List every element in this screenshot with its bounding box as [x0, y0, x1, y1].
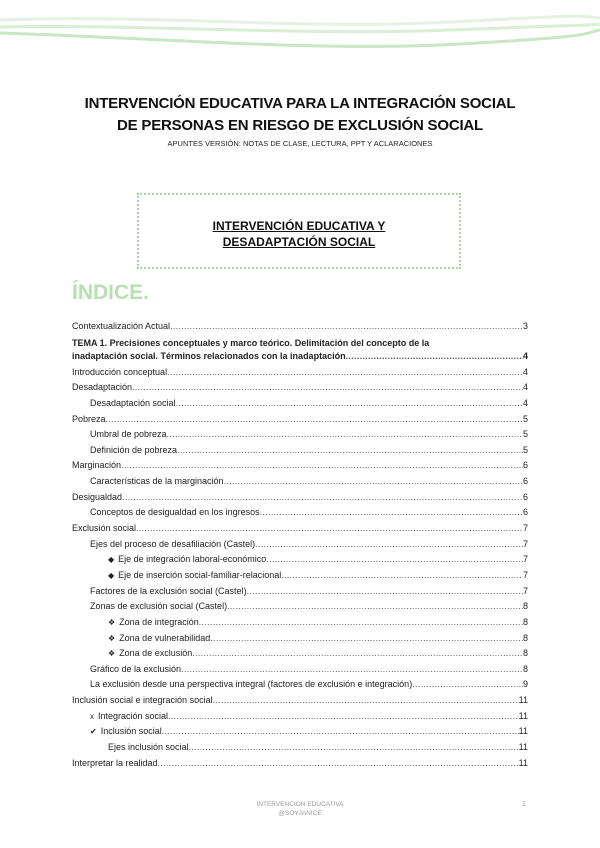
toc-label: Ejes del proceso de desafiliación (Castel): [90, 538, 256, 549]
leader-dots: [192, 646, 523, 662]
bullet-icon: ◆: [108, 555, 115, 565]
toc-label: Zonas de exclusión social (Castel): [90, 601, 228, 612]
footer-author: @SOYJANICE: [278, 810, 322, 817]
toc-page: 5: [522, 444, 528, 455]
leader-dots: [281, 568, 523, 584]
toc-page: 11: [518, 710, 528, 721]
leader-dots: [247, 584, 523, 600]
leader-dots: [132, 380, 523, 396]
toc-page: 5: [522, 429, 528, 440]
toc-label: Desadaptación social: [90, 397, 176, 408]
toc-label: Zona de integración: [119, 616, 199, 627]
toc-entry[interactable]: [72, 677, 528, 693]
toc-label: Gráfico de la exclusión: [90, 663, 182, 674]
toc-page: 6: [522, 491, 528, 502]
toc-page: 8: [522, 632, 528, 643]
toc-page: 8: [522, 616, 528, 627]
toc-entry[interactable]: [72, 631, 528, 647]
toc-page: 11: [518, 726, 528, 737]
leader-dots: [136, 521, 523, 537]
toc-label: Conceptos de desigualdad en los ingresos: [90, 507, 260, 518]
toc-label: Ejes inclusión social: [108, 742, 189, 753]
toc-page: 6: [522, 476, 528, 487]
leader-dots: [213, 693, 519, 709]
toc-page: 7: [522, 569, 528, 580]
leader-dots: [122, 490, 523, 506]
topic-line1: INTERVENCIÓN EDUCATIVA Y: [212, 219, 386, 233]
leader-dots: [158, 756, 519, 772]
toc-entry[interactable]: [72, 335, 528, 365]
toc-entry[interactable]: [72, 427, 528, 443]
toc-page: 7: [522, 585, 528, 596]
toc-page: 7: [522, 523, 528, 534]
toc-entry[interactable]: [72, 319, 528, 335]
toc-entry[interactable]: [72, 365, 528, 381]
leader-dots: [260, 505, 523, 521]
toc-label: Características de la marginación: [90, 476, 224, 487]
toc-label: Exclusión social: [72, 523, 137, 534]
toc-page: 8: [522, 663, 528, 674]
decorative-waves: [0, 0, 600, 60]
toc-page: 4: [522, 350, 528, 361]
toc-label: La exclusión desde una perspectiva integral (factores de exclusión e integración): [90, 679, 413, 690]
page-number: 1: [522, 801, 526, 808]
toc-label: Inclusión social: [100, 726, 162, 737]
toc-entry[interactable]: [72, 505, 528, 521]
toc-entry[interactable]: [72, 537, 528, 553]
topic-box: [137, 193, 461, 269]
toc-label: Marginación: [72, 460, 122, 471]
footer-title: INTERVENCION EDUCATIVA: [256, 801, 344, 808]
leader-dots: [199, 615, 523, 631]
toc-entry[interactable]: [72, 443, 528, 459]
document-subtitle: APUNTES VERSIÓN: NOTAS DE CLASE, LECTURA, PPT Y ACLARACIONES: [167, 139, 433, 148]
toc-page: 4: [522, 382, 528, 393]
toc-label: Zona de vulnerabilidad: [119, 632, 211, 643]
toc-label: Factores de la exclusión social (Castel): [90, 585, 247, 596]
leader-dots: [255, 537, 523, 553]
toc-page: 6: [522, 507, 528, 518]
toc-label: Eje de inserción social-familiar-relacional: [118, 569, 282, 580]
leader-dots: [210, 631, 523, 647]
toc-page: 9: [522, 679, 528, 690]
toc-page: 11: [518, 757, 528, 768]
topic-line2: DESADAPTACIÓN SOCIAL: [222, 235, 376, 249]
toc-page: 7: [522, 538, 528, 549]
toc-entry[interactable]: [72, 521, 528, 537]
toc-entry[interactable]: [72, 615, 528, 631]
table-of-contents: [72, 319, 528, 771]
leader-dots: [181, 662, 523, 678]
toc-label: Eje de integración laboral-económico: [118, 554, 267, 565]
leader-dots: [167, 427, 523, 443]
bullet-icon: ❖: [108, 649, 116, 659]
toc-entry[interactable]: [72, 396, 528, 412]
toc-entry[interactable]: [72, 568, 528, 584]
toc-label: Inclusión social e integración social: [72, 695, 213, 706]
toc-page: 11: [518, 695, 528, 706]
leader-dots: [170, 319, 523, 335]
toc-page: 8: [522, 601, 528, 612]
toc-label: Desadaptación: [72, 382, 133, 393]
leader-dots: [412, 677, 523, 693]
toc-label: Desigualdad: [72, 491, 123, 502]
leader-dots: [189, 740, 519, 756]
leader-dots: [177, 443, 523, 459]
toc-page: 6: [522, 460, 528, 471]
toc-label: Zona de exclusión: [119, 648, 193, 659]
leader-dots: [162, 724, 519, 740]
leader-dots: [346, 350, 523, 363]
bullet-icon: ❖: [108, 633, 116, 643]
index-heading: ÍNDICE.: [72, 281, 150, 304]
toc-page: 4: [522, 366, 528, 377]
leader-dots: [167, 365, 523, 381]
leader-dots: [224, 474, 523, 490]
toc-page: 7: [522, 554, 528, 565]
document-title-line1: INTERVENCIÓN EDUCATIVA PARA LA INTEGRACIÓN SOCIAL: [84, 95, 516, 112]
toc-entry[interactable]: [72, 412, 528, 428]
leader-dots: [106, 412, 523, 428]
toc-page: 5: [522, 413, 528, 424]
toc-label: Pobreza: [72, 413, 106, 424]
bullet-icon: ◆: [108, 570, 115, 580]
leader-dots: [176, 396, 523, 412]
toc-label: Definición de pobreza: [90, 444, 178, 455]
toc-label: Interpretar la realidad: [72, 757, 158, 768]
bullet-icon: ✔: [90, 727, 97, 737]
toc-page: 3: [522, 321, 528, 331]
leader-dots: [227, 599, 523, 615]
toc-entry[interactable]: [72, 490, 528, 506]
toc-entry[interactable]: [72, 756, 528, 772]
toc-label-line2: inadaptación social. Términos relacionados con la inadaptación: [72, 350, 346, 361]
toc-entry[interactable]: [72, 380, 528, 396]
toc-label: Umbral de pobreza: [90, 429, 167, 440]
leader-dots: [266, 552, 523, 568]
bullet-icon: x: [90, 711, 94, 721]
toc-entry[interactable]: [72, 474, 528, 490]
toc-label: Contextualización Actual: [72, 321, 171, 331]
toc-entry[interactable]: [72, 709, 528, 725]
toc-entry[interactable]: [72, 584, 528, 600]
toc-page: 11: [518, 742, 528, 753]
toc-entry[interactable]: [72, 646, 528, 662]
toc-entry[interactable]: [72, 662, 528, 678]
toc-entry[interactable]: [72, 458, 528, 474]
toc-label-line1: TEMA 1. Precisiones conceptuales y marco teórico. Delimitación del concepto de la: [72, 337, 430, 348]
toc-entry[interactable]: [72, 740, 528, 756]
bullet-icon: ❖: [108, 617, 116, 627]
toc-label: Introducción conceptual: [72, 366, 168, 377]
toc-entry[interactable]: [72, 552, 528, 568]
toc-entry[interactable]: [72, 693, 528, 709]
leader-dots: [121, 458, 523, 474]
toc-page: 4: [522, 397, 528, 408]
leader-dots: [168, 709, 519, 725]
document-title-line2: DE PERSONAS EN RIESGO DE EXCLUSIÓN SOCIAL: [116, 117, 484, 134]
toc-label: Integración social: [98, 710, 169, 721]
toc-page: 8: [522, 648, 528, 659]
toc-entry[interactable]: [72, 599, 528, 615]
toc-entry[interactable]: [72, 724, 528, 740]
